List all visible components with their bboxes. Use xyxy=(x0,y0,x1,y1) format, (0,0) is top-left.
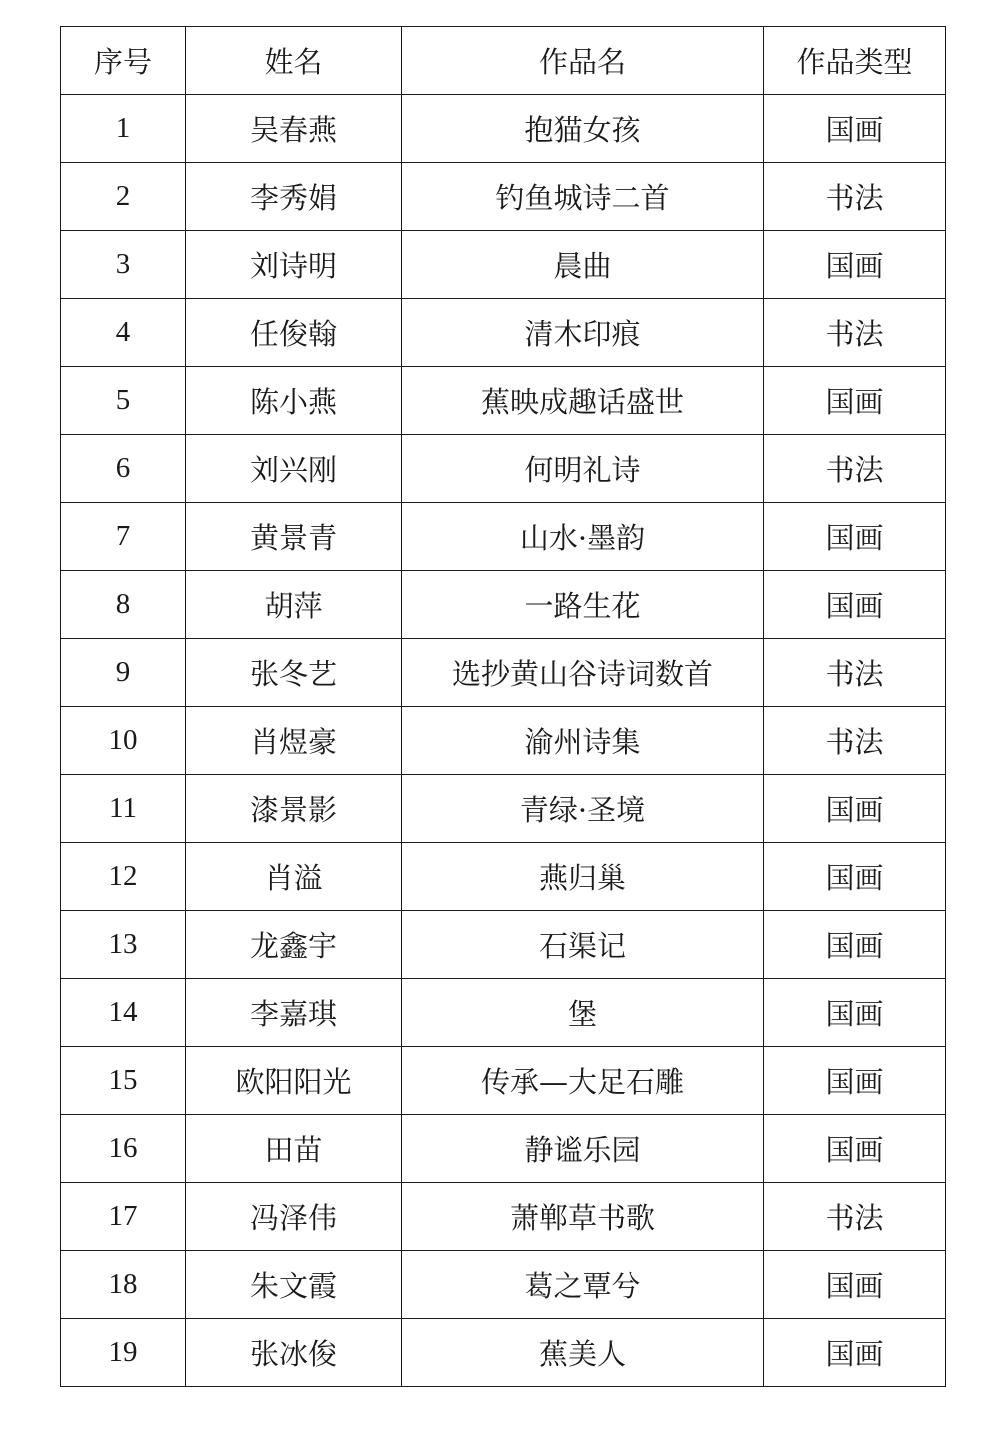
header-work-title: 作品名 xyxy=(402,27,764,95)
cell-work-type: 国画 xyxy=(764,503,946,571)
cell-name: 李秀娟 xyxy=(186,163,402,231)
cell-work-title: 一路生花 xyxy=(402,571,764,639)
cell-name: 龙鑫宇 xyxy=(186,911,402,979)
cell-serial-number: 16 xyxy=(61,1115,186,1183)
cell-name: 田苗 xyxy=(186,1115,402,1183)
cell-work-title: 蕉映成趣话盛世 xyxy=(402,367,764,435)
cell-name: 吴春燕 xyxy=(186,95,402,163)
cell-work-title: 燕归巢 xyxy=(402,843,764,911)
artwork-list-sheet xyxy=(60,26,945,1387)
table-row xyxy=(61,367,946,435)
cell-name: 肖煜豪 xyxy=(186,707,402,775)
cell-work-title: 石渠记 xyxy=(402,911,764,979)
header-serial-number: 序号 xyxy=(61,27,186,95)
table-row xyxy=(61,979,946,1047)
table-row xyxy=(61,639,946,707)
header-work-type: 作品类型 xyxy=(764,27,946,95)
cell-work-type: 书法 xyxy=(764,639,946,707)
cell-name: 胡萍 xyxy=(186,571,402,639)
table-row xyxy=(61,1047,946,1115)
cell-name: 任俊翰 xyxy=(186,299,402,367)
table-row xyxy=(61,911,946,979)
cell-serial-number: 2 xyxy=(61,163,186,231)
cell-work-title: 何明礼诗 xyxy=(402,435,764,503)
table-row xyxy=(61,1115,946,1183)
cell-serial-number: 10 xyxy=(61,707,186,775)
cell-work-type: 国画 xyxy=(764,979,946,1047)
cell-serial-number: 15 xyxy=(61,1047,186,1115)
table-row xyxy=(61,95,946,163)
cell-work-type: 国画 xyxy=(764,95,946,163)
cell-serial-number: 4 xyxy=(61,299,186,367)
table-row xyxy=(61,299,946,367)
cell-name: 欧阳阳光 xyxy=(186,1047,402,1115)
cell-name: 刘兴刚 xyxy=(186,435,402,503)
cell-work-title: 萧郸草书歌 xyxy=(402,1183,764,1251)
cell-name: 漆景影 xyxy=(186,775,402,843)
cell-work-type: 书法 xyxy=(764,299,946,367)
table-row xyxy=(61,435,946,503)
cell-work-type: 国画 xyxy=(764,911,946,979)
cell-name: 张冰俊 xyxy=(186,1319,402,1387)
header-name: 姓名 xyxy=(186,27,402,95)
table-row xyxy=(61,843,946,911)
cell-work-type: 国画 xyxy=(764,1115,946,1183)
cell-work-title: 渝州诗集 xyxy=(402,707,764,775)
cell-work-type: 国画 xyxy=(764,1047,946,1115)
cell-work-type: 书法 xyxy=(764,163,946,231)
cell-serial-number: 9 xyxy=(61,639,186,707)
cell-work-title: 选抄黄山谷诗词数首 xyxy=(402,639,764,707)
cell-work-title: 晨曲 xyxy=(402,231,764,299)
cell-work-title: 葛之覃兮 xyxy=(402,1251,764,1319)
cell-serial-number: 7 xyxy=(61,503,186,571)
cell-work-type: 国画 xyxy=(764,1251,946,1319)
cell-work-title: 堡 xyxy=(402,979,764,1047)
cell-name: 朱文霞 xyxy=(186,1251,402,1319)
cell-name: 肖溢 xyxy=(186,843,402,911)
table-row xyxy=(61,571,946,639)
cell-work-title: 蕉美人 xyxy=(402,1319,764,1387)
cell-serial-number: 17 xyxy=(61,1183,186,1251)
cell-work-type: 书法 xyxy=(764,435,946,503)
cell-serial-number: 1 xyxy=(61,95,186,163)
cell-work-type: 书法 xyxy=(764,1183,946,1251)
table-row xyxy=(61,1319,946,1387)
cell-name: 张冬艺 xyxy=(186,639,402,707)
table-row xyxy=(61,231,946,299)
cell-name: 李嘉琪 xyxy=(186,979,402,1047)
cell-serial-number: 5 xyxy=(61,367,186,435)
cell-serial-number: 13 xyxy=(61,911,186,979)
cell-serial-number: 19 xyxy=(61,1319,186,1387)
cell-serial-number: 11 xyxy=(61,775,186,843)
cell-work-type: 书法 xyxy=(764,707,946,775)
cell-serial-number: 12 xyxy=(61,843,186,911)
table-row xyxy=(61,163,946,231)
table-row xyxy=(61,707,946,775)
cell-name: 刘诗明 xyxy=(186,231,402,299)
cell-work-type: 国画 xyxy=(764,231,946,299)
artwork-table xyxy=(60,26,946,1387)
cell-serial-number: 3 xyxy=(61,231,186,299)
table-row xyxy=(61,775,946,843)
table-header-row xyxy=(61,27,946,95)
cell-work-type: 国画 xyxy=(764,1319,946,1387)
cell-work-title: 抱猫女孩 xyxy=(402,95,764,163)
cell-work-title: 清木印痕 xyxy=(402,299,764,367)
cell-work-title: 青绿·圣境 xyxy=(402,775,764,843)
cell-work-title: 传承—大足石雕 xyxy=(402,1047,764,1115)
cell-work-type: 国画 xyxy=(764,775,946,843)
cell-serial-number: 18 xyxy=(61,1251,186,1319)
cell-work-type: 国画 xyxy=(764,571,946,639)
cell-name: 黄景青 xyxy=(186,503,402,571)
cell-work-title: 山水·墨韵 xyxy=(402,503,764,571)
cell-serial-number: 8 xyxy=(61,571,186,639)
cell-work-type: 国画 xyxy=(764,367,946,435)
cell-name: 陈小燕 xyxy=(186,367,402,435)
table-row xyxy=(61,1251,946,1319)
cell-work-type: 国画 xyxy=(764,843,946,911)
cell-name: 冯泽伟 xyxy=(186,1183,402,1251)
cell-serial-number: 14 xyxy=(61,979,186,1047)
table-row xyxy=(61,1183,946,1251)
cell-work-title: 钓鱼城诗二首 xyxy=(402,163,764,231)
cell-serial-number: 6 xyxy=(61,435,186,503)
table-row xyxy=(61,503,946,571)
cell-work-title: 静谧乐园 xyxy=(402,1115,764,1183)
